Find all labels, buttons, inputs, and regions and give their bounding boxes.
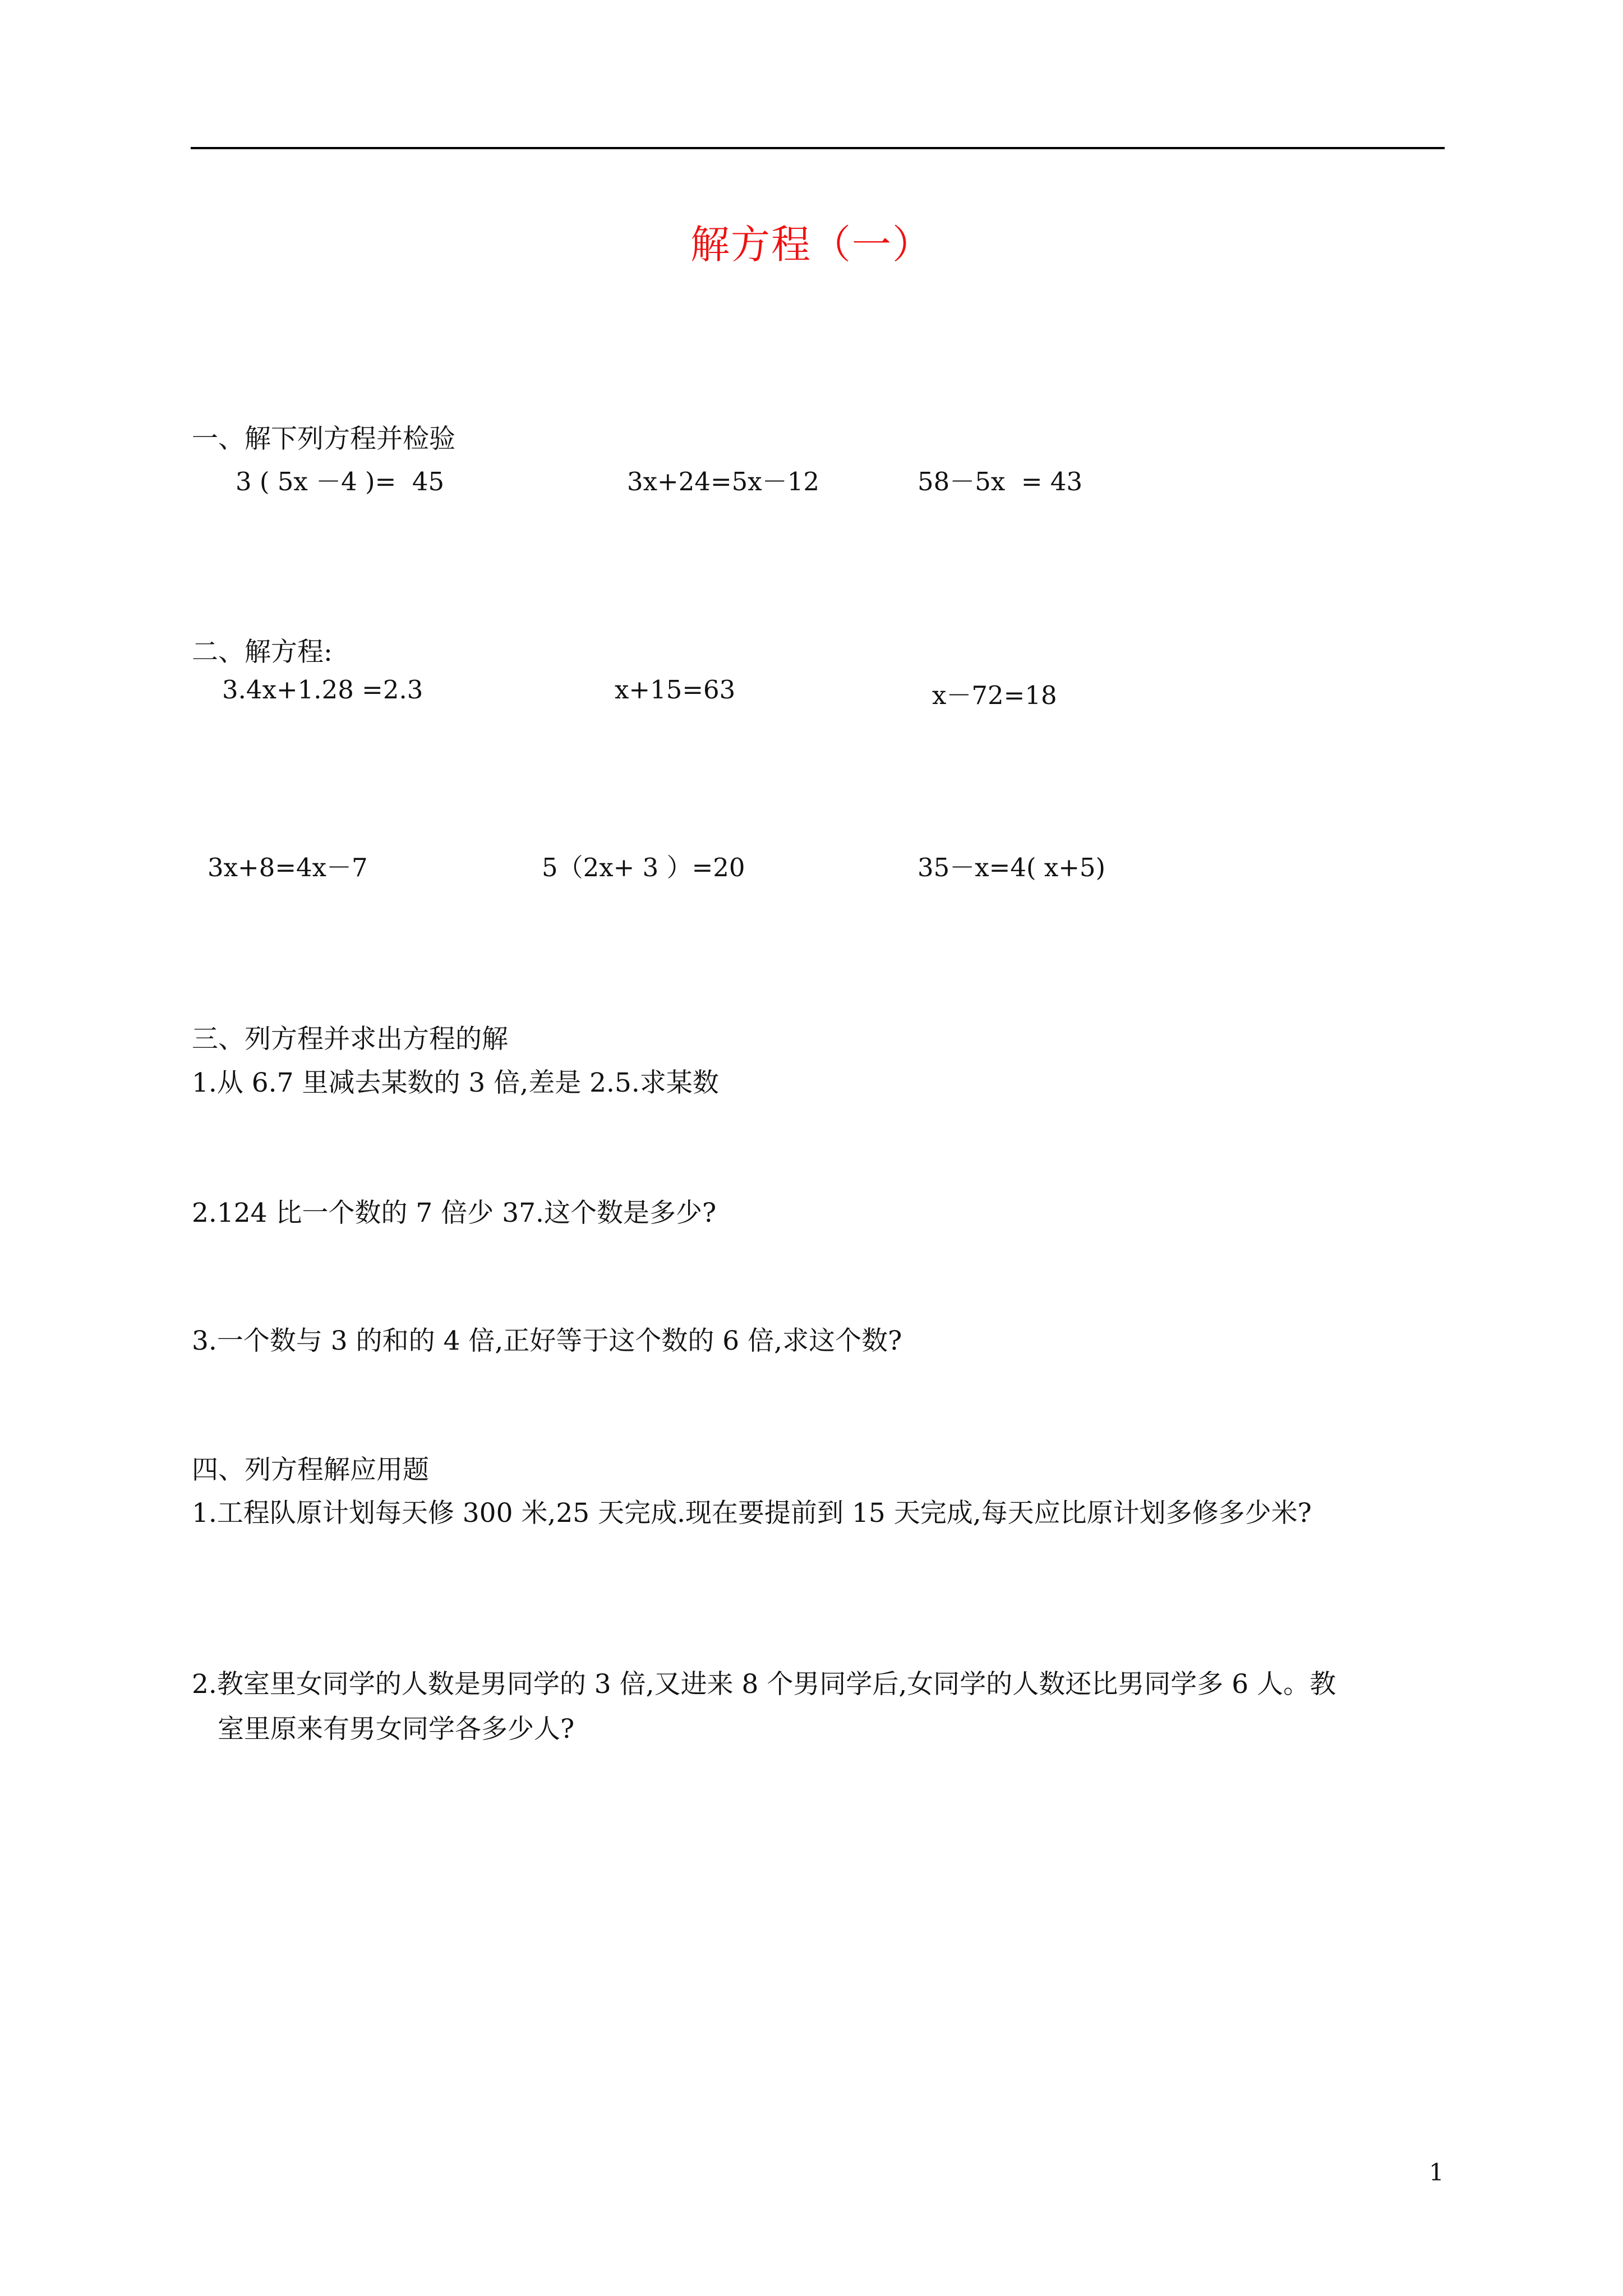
equation-1-3: 58－5x = 43 <box>917 467 1083 496</box>
equation-2-6: 35－x=4( x+5) <box>917 853 1106 882</box>
section1-heading: 一、解下列方程并检验 <box>192 424 455 454</box>
question-4-2-line2: 室里原来有男女同学各多少人? <box>218 1714 575 1745</box>
section4-heading: 四、列方程解应用题 <box>192 1455 429 1485</box>
question-4-1: 1.工程队原计划每天修 300 米,25 天完成.现在要提前到 15 天完成,每天应比原计划多修多少米? <box>192 1498 1312 1529</box>
equation-1-2: 3x+24=5x－12 <box>627 467 819 496</box>
section2-heading: 二、解方程: <box>192 637 333 668</box>
equation-2-3: x－72=18 <box>932 680 1057 710</box>
equation-2-5: 5（2x+ 3 ）=20 <box>542 853 745 882</box>
question-3-1: 1.从 6.7 里减去某数的 3 倍,差是 2.5.求某数 <box>192 1068 719 1098</box>
equation-1-1: 3 ( 5x －4 )= 45 <box>236 467 445 496</box>
header-rule <box>191 147 1445 149</box>
page-number: 1 <box>1429 2159 1444 2186</box>
equation-2-1: 3.4x+1.28 =2.3 <box>222 675 423 705</box>
question-3-2: 2.124 比一个数的 7 倍少 37.这个数是多少? <box>192 1198 717 1228</box>
section3-heading: 三、列方程并求出方程的解 <box>192 1024 508 1055</box>
question-4-2-line1: 2.教室里女同学的人数是男同学的 3 倍,又进来 8 个男同学后,女同学的人数还比男同学多 6 人。教 <box>192 1669 1336 1700</box>
equation-2-4: 3x+8=4x－7 <box>208 853 368 882</box>
equation-2-2: x+15=63 <box>615 675 736 705</box>
page-title: 解方程（一） <box>690 222 933 268</box>
question-3-3: 3.一个数与 3 的和的 4 倍,正好等于这个数的 6 倍,求这个数? <box>192 1326 902 1356</box>
